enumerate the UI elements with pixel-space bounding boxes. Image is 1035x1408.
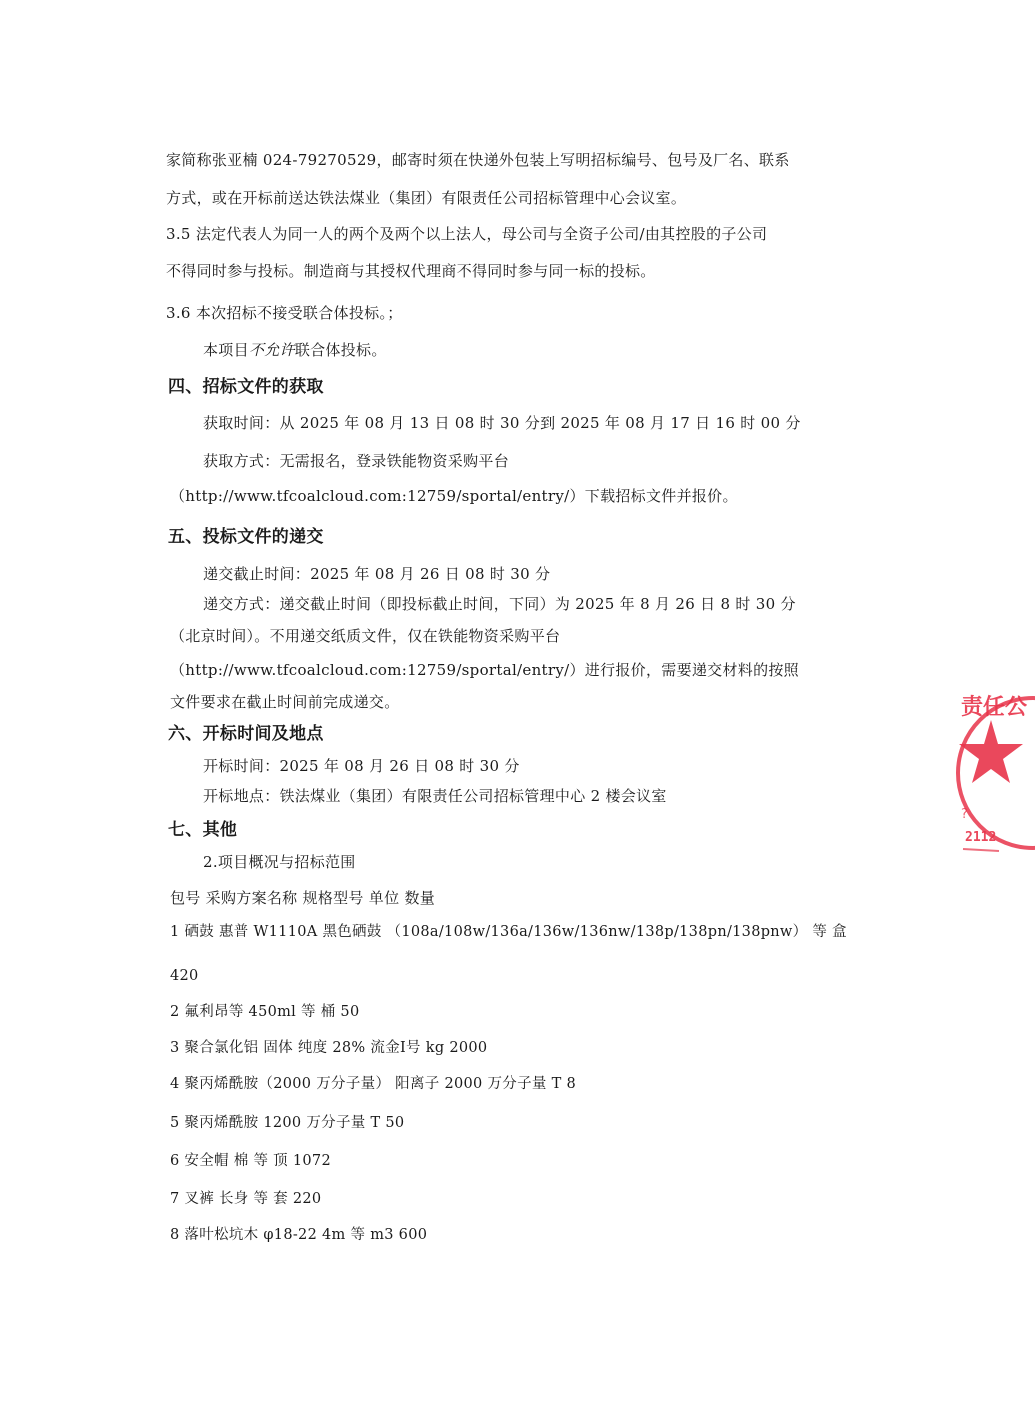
submission-method-3: （http://www.tfcoalcloud.com:12759/sportal/entry/）进行报价，需要递交材料的按照 <box>170 661 799 679</box>
submission-method-4: 文件要求在截止时间前完成递交。 <box>170 693 400 711</box>
section-4-heading: 四、招标文件的获取 <box>168 377 324 397</box>
svg-text:责任公: 责任公 <box>961 694 1028 720</box>
consortium-emphasis: 不允许 <box>248 341 295 359</box>
item-row-2: 2 氟利昂等 450ml 等 桶 50 <box>170 1004 360 1020</box>
item-row-6: 6 安全帽 棉 等 顶 1072 <box>170 1153 331 1169</box>
svg-text:?: ? <box>961 807 968 822</box>
clause-3-5-line-1: 3.5 法定代表人为同一人的两个及两个以上法人，母公司与全资子公司/由其控股的子公司 <box>166 225 768 243</box>
acquisition-url-line: （http://www.tfcoalcloud.com:12759/sportal/entry/）下载招标文件并报价。 <box>170 487 738 505</box>
section-5-heading: 五、投标文件的递交 <box>168 527 324 547</box>
item-row-3: 3 聚合氯化铝 固体 纯度 28% 流金Ⅰ号 kg 2000 <box>170 1040 488 1056</box>
opening-time: 开标时间：2025 年 08 月 26 日 08 时 30 分 <box>203 757 520 775</box>
submission-method-2: （北京时间）。不用递交纸质文件，仅在铁能物资采购平台 <box>170 627 561 645</box>
submission-deadline: 递交截止时间：2025 年 08 月 26 日 08 时 30 分 <box>203 565 551 583</box>
clause-3-5-line-2: 不得同时参与投标。制造商与其授权代理商不得同时参与同一标的投标。 <box>166 262 656 280</box>
item-row-5: 5 聚丙烯酰胺 1200 万分子量 T 50 <box>170 1115 405 1131</box>
items-table-header: 包号 采购方案名称 规格型号 单位 数量 <box>170 889 436 907</box>
company-seal-stamp <box>955 668 1028 878</box>
opening-place: 开标地点：铁法煤业（集团）有限责任公司招标管理中心 2 楼会议室 <box>203 787 667 805</box>
item-row-8: 8 落叶松坑木 φ18-22 4m 等 m3 600 <box>170 1227 428 1243</box>
acquisition-time: 获取时间：从 2025 年 08 月 13 日 08 时 30 分到 2025 年 08 月 17 日 16 时 00 分 <box>203 414 801 432</box>
item-row-7: 7 叉裤 长身 等 套 220 <box>170 1191 322 1207</box>
consortium-statement: 本项目不允许联合体投标。 <box>203 341 387 359</box>
item-row-1: 1 硒鼓 惠普 W1110A 黑色硒鼓 （108a/108w/136a/136w/136nw/138p/138pn/138pnw） 等 盒 <box>170 924 847 940</box>
body-line-2: 方式，或在开标前送达铁法煤业（集团）有限责任公司招标管理中心会议室。 <box>166 189 687 207</box>
project-overview-subheading: 2.项目概况与招标范围 <box>203 853 356 871</box>
section-6-heading: 六、开标时间及地点 <box>168 724 324 744</box>
clause-3-6: 3.6 本次招标不接受联合体投标。； <box>166 304 403 322</box>
item-row-1-quantity: 420 <box>170 968 199 984</box>
acquisition-method: 获取方式：无需报名，登录铁能物资采购平台 <box>203 452 510 470</box>
section-7-heading: 七、其他 <box>168 820 238 840</box>
item-row-4: 4 聚丙烯酰胺（2000 万分子量） 阳离子 2000 万分子量 T 8 <box>170 1076 576 1092</box>
body-line-1: 家简称张亚楠 024-79270529，邮寄时须在快递外包装上写明招标编号、包号及厂名、联系 <box>166 151 790 169</box>
svg-text:2112: 2112 <box>965 830 997 845</box>
submission-method-1: 递交方式：递交截止时间（即投标截止时间，下同）为 2025 年 8 月 26 日 8 时 30 分 <box>203 595 796 613</box>
